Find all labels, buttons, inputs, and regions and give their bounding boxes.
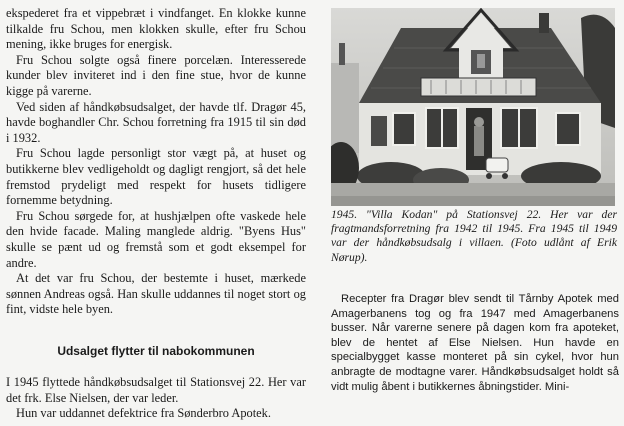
paragraph: I 1945 flyttede håndkøbsudsalget til Stationsvej 22. Her var det frk. Else Nielsen, der var leder.	[6, 375, 306, 405]
paragraph: Fru Schou solgte også finere porcelæn. Interesserede kunder blev inviteret ind i den fine stue, hvor de kunne kigge på varerne.	[6, 52, 306, 98]
photo-caption	[331, 208, 617, 265]
paragraph: ekspederet fra et vippebræt i vindfanget. En klokke kunne tilkalde fru Schou, men klokken skulle, efter fru Schou mening, ikke bruges for energisk.	[6, 6, 306, 52]
paragraph: Recepter fra Dragør blev sendt til Tårnby Apotek med Amagerbanens tog og fra 1947 med Amagerbanens busser. Når varerne senere på dagen kom fra apoteket, blev de hentet af Else Nielsen. Hun havde en specialbygget kasse monteret på sin cykel, hvor hun anbragte de modtagne varer. Håndkøbsudsalget holdt så vidt mulig åbent i butikkernes åbningstider. Mini-	[331, 293, 619, 393]
right-column	[331, 292, 619, 394]
villa-photo	[331, 8, 615, 206]
paragraph: Fru Schou sørgede for, at hushjælpen ofte vaskede hele den hvide facade. Maling manglede aldrig. "Byens Hus" skulle se pænt ud og fremstå som et godt eksempel for andre.	[6, 208, 306, 270]
paragraph: Fru Schou lagde personligt stor vægt på, at huset og butikkerne blev vedligeholdt og dagligt rengjort, så det hele fremstod prydeligt med respekt for husets tidligere fornemme betydning.	[6, 146, 306, 208]
paragraph: Ved siden af håndkøbsudsalget, der havde tlf. Dragør 45, havde boghandler Chr. Schou forretning fra 1915 til sin død i 1932.	[6, 99, 306, 145]
section-heading: Udsalget flytter til nabokommunen	[57, 344, 255, 358]
paragraph: At det var fru Schou, der bestemte i huset, mærkede sønnen Andreas også. Han skulle uddannes til noget stort og fint, vidste hele byen.	[6, 271, 306, 317]
paragraph: Hun var uddannet defektrice fra Sønderbro Apotek.	[16, 406, 271, 421]
caption-text: 1945. "Villa Kodan" på Stationsvej 22. Her var der fragtmandsforretning fra 1942 til 1945. Fra 1945 til 1949 var der håndkøbsudsalg i villaen. (Foto udlånt af Erik Nørup).	[331, 208, 617, 264]
villa-illustration	[331, 8, 615, 206]
section-body	[6, 375, 306, 422]
left-column	[6, 6, 306, 318]
